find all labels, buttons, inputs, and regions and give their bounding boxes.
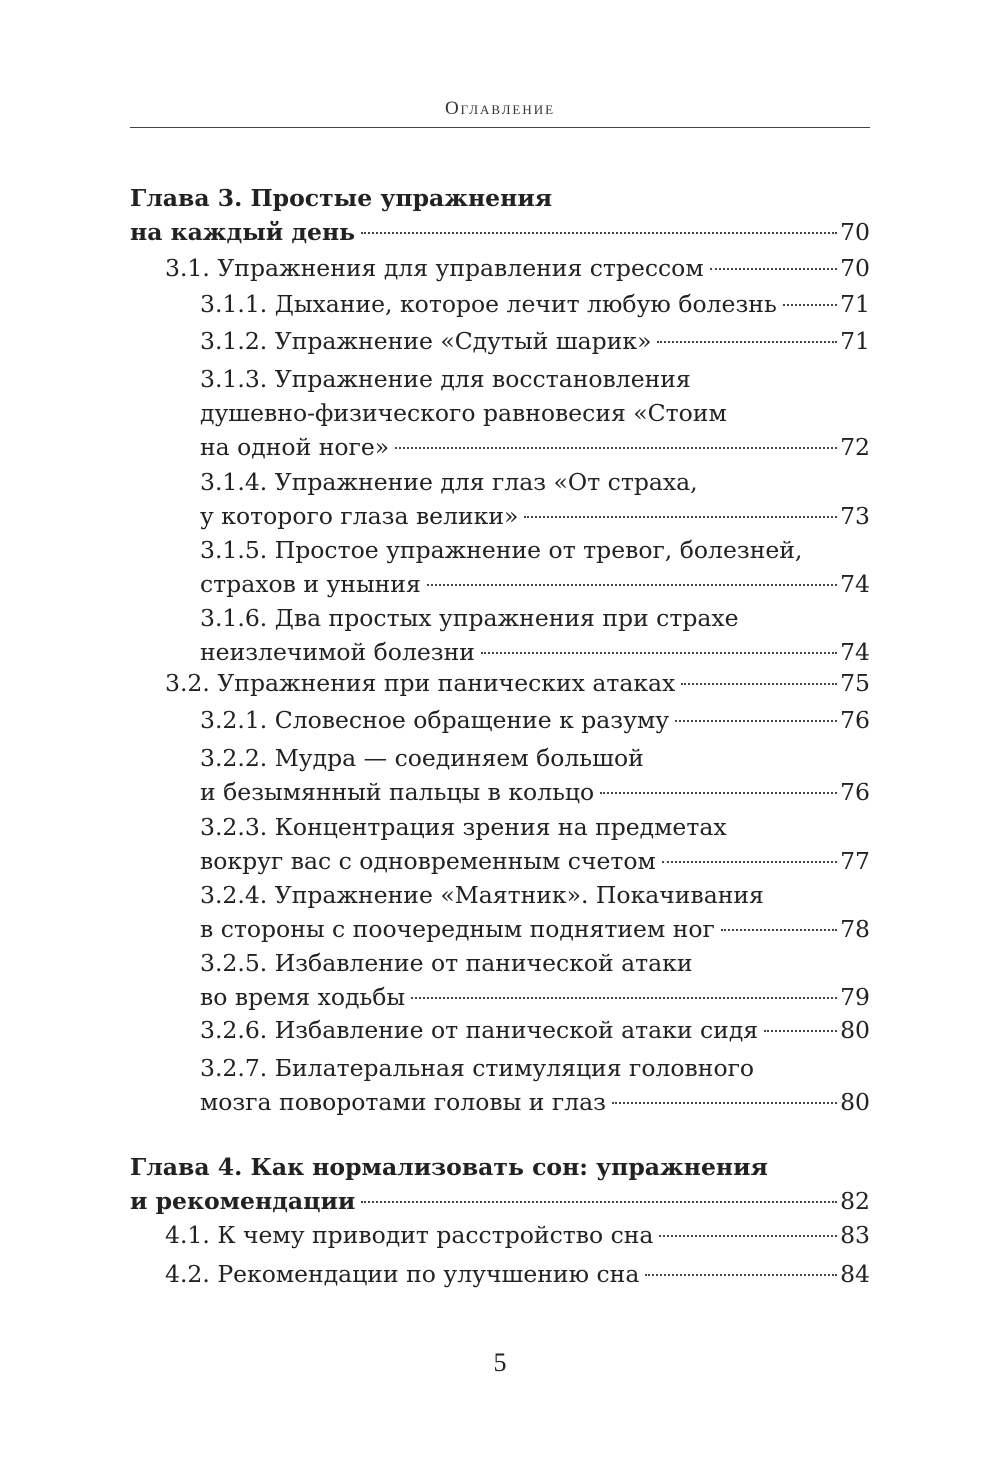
toc-subsection-entry[interactable] — [200, 741, 870, 809]
toc-page-number: 71 — [840, 327, 870, 355]
toc-page-number: 78 — [840, 915, 870, 943]
toc-subsection-entry[interactable] — [200, 810, 870, 878]
toc-entry-title-line: 3.1.2. Упражнение «Сдутый шарик» — [200, 327, 652, 355]
dot-leader — [657, 341, 837, 343]
toc-entry-title-line: в стороны с поочередным поднятием ног — [200, 915, 715, 943]
toc-subsection-entry[interactable] — [200, 287, 870, 321]
toc-section-entry[interactable] — [165, 251, 870, 285]
dot-leader — [659, 1235, 837, 1237]
toc-page-number: 80 — [840, 1016, 870, 1044]
toc-page-number: 84 — [840, 1260, 870, 1288]
dot-leader — [481, 652, 837, 654]
running-header: Оглавление — [444, 98, 556, 119]
toc-entry-title-line: 3.2.2. Мудра — соединяем большой — [200, 744, 644, 772]
toc-page-number: 71 — [840, 290, 870, 318]
toc-entry-last-line — [200, 287, 870, 321]
toc-entry-last-line — [200, 635, 870, 669]
toc-page-number: 73 — [840, 502, 870, 530]
toc-entry-title-line: 3.2.7. Билатеральная стимуляция головного — [200, 1054, 755, 1082]
toc-entry-last-line — [130, 215, 870, 249]
toc-entry-title-line: вокруг вас с одновременным счетом — [200, 847, 656, 875]
toc-entry-title-line: неизлечимой болезни — [200, 638, 475, 666]
toc-page-number: 80 — [840, 1088, 870, 1116]
toc-entry-last-line — [200, 324, 870, 358]
toc-entry-last-line — [165, 1218, 870, 1252]
toc-entry-last-line — [200, 703, 870, 737]
toc-subsection-entry[interactable] — [200, 533, 870, 601]
toc-entry-last-line — [200, 775, 870, 809]
toc-page-number: 74 — [840, 570, 870, 598]
toc-entry-title-line: душевно-физического равновесия «Стоим — [200, 399, 727, 427]
toc-entry-title-line: 3.2.3. Концентрация зрения на предметах — [200, 813, 727, 841]
toc-entry-title-line: на каждый день — [130, 218, 356, 246]
toc-entry-last-line — [130, 1184, 870, 1218]
toc-entry-last-line — [165, 666, 870, 700]
toc-entry-last-line — [200, 430, 870, 464]
toc-entry-title-line: 3.2.4. Упражнение «Маятник». Покачивания — [200, 881, 764, 909]
toc-entry-title-line: 3.2.5. Избавление от панической атаки — [200, 949, 693, 977]
dot-leader — [721, 929, 837, 931]
dot-leader — [783, 304, 837, 306]
toc-page-number: 83 — [840, 1221, 870, 1249]
toc-entry-title-line: 3.1.5. Простое упражнение от тревог, болезней, — [200, 536, 803, 564]
toc-entry-title-line: 3.1.4. Упражнение для глаз «От страха, — [200, 468, 698, 496]
toc-subsection-entry[interactable] — [200, 465, 870, 533]
toc-page-number: 82 — [840, 1187, 870, 1215]
toc-entry-title-line: во время ходьбы — [200, 983, 406, 1011]
toc-entry-last-line — [200, 980, 870, 1014]
toc-entry-last-line — [200, 1013, 870, 1047]
dot-leader — [411, 997, 837, 999]
dot-leader — [612, 1102, 837, 1104]
toc-entry-title-line: 3.2. Упражнения при панических атаках — [165, 669, 676, 697]
toc-page-number: 70 — [840, 218, 870, 246]
toc-page-number: 77 — [840, 847, 870, 875]
toc-entry-last-line — [165, 1257, 870, 1291]
toc-entry-title-line: 3.1.3. Упражнение для восстановления — [200, 365, 691, 393]
toc-entry-title-line: 3.1.1. Дыхание, которое лечит любую болезнь — [200, 290, 777, 318]
toc-page-number: 79 — [840, 983, 870, 1011]
toc-entry-title-line: мозга поворотами головы и глаз — [200, 1088, 606, 1116]
toc-subsection-entry[interactable] — [200, 946, 870, 1014]
toc-entry-last-line — [200, 912, 870, 946]
toc-entry-title-line: Глава 4. Как нормализовать сон: упражнения — [130, 1153, 768, 1181]
toc-entry-title-line: 4.1. К чему приводит расстройство сна — [165, 1221, 654, 1249]
dot-leader — [361, 1201, 837, 1203]
toc-subsection-entry[interactable] — [200, 324, 870, 358]
toc-subsection-entry[interactable] — [200, 601, 870, 669]
toc-page-number: 76 — [840, 706, 870, 734]
dot-leader — [675, 720, 837, 722]
page-number: 5 — [493, 1348, 507, 1377]
dot-leader — [710, 268, 837, 270]
toc-subsection-entry[interactable] — [200, 362, 870, 464]
toc-entry-title-line: страхов и уныния — [200, 570, 421, 598]
toc-entry-title-line: 3.2.1. Словесное обращение к разуму — [200, 706, 670, 734]
toc-entry-title-line: Глава 3. Простые упражнения — [130, 184, 553, 212]
toc-entry-last-line — [165, 251, 870, 285]
toc-page-number: 74 — [840, 638, 870, 666]
toc-subsection-entry[interactable] — [200, 703, 870, 737]
dot-leader — [395, 447, 837, 449]
toc-entry-last-line — [200, 1085, 870, 1119]
toc-entry-title-line: 3.2.6. Избавление от панической атаки сидя — [200, 1016, 759, 1044]
toc-section-entry[interactable] — [165, 1218, 870, 1252]
toc-entry-title-line: и безымянный пальцы в кольцо — [200, 778, 595, 806]
toc-section-entry[interactable] — [165, 666, 870, 700]
toc-page-number: 75 — [840, 669, 870, 697]
dot-leader — [662, 861, 837, 863]
toc-subsection-entry[interactable] — [200, 1051, 870, 1119]
dot-leader — [600, 792, 837, 794]
header-rule — [130, 127, 870, 128]
toc-entry-last-line — [200, 844, 870, 878]
dot-leader — [427, 584, 837, 586]
toc-subsection-entry[interactable] — [200, 878, 870, 946]
toc-section-entry[interactable] — [165, 1257, 870, 1291]
toc-subsection-entry[interactable] — [200, 1013, 870, 1047]
dot-leader — [764, 1030, 837, 1032]
dot-leader — [361, 232, 837, 234]
toc-page-number: 70 — [840, 254, 870, 282]
toc-entry-title-line: у которого глаза велики» — [200, 502, 519, 530]
dot-leader — [645, 1274, 837, 1276]
toc-entry-last-line — [200, 499, 870, 533]
toc-entry-title-line: на одной ноге» — [200, 433, 390, 461]
toc-page-number: 76 — [840, 778, 870, 806]
dot-leader — [681, 683, 837, 685]
toc-chapter-entry[interactable] — [130, 181, 870, 249]
toc-entry-last-line — [200, 567, 870, 601]
toc-entry-title-line: 3.1.6. Два простых упражнения при страхе — [200, 604, 739, 632]
dot-leader — [524, 516, 837, 518]
toc-entry-title-line: 3.1. Упражнения для управления стрессом — [165, 254, 704, 282]
toc-entry-title-line: и рекомендации — [130, 1187, 356, 1215]
toc-chapter-entry[interactable] — [130, 1150, 870, 1218]
toc-page-number: 72 — [840, 433, 870, 461]
toc-entry-title-line: 4.2. Рекомендации по улучшению сна — [165, 1260, 640, 1288]
